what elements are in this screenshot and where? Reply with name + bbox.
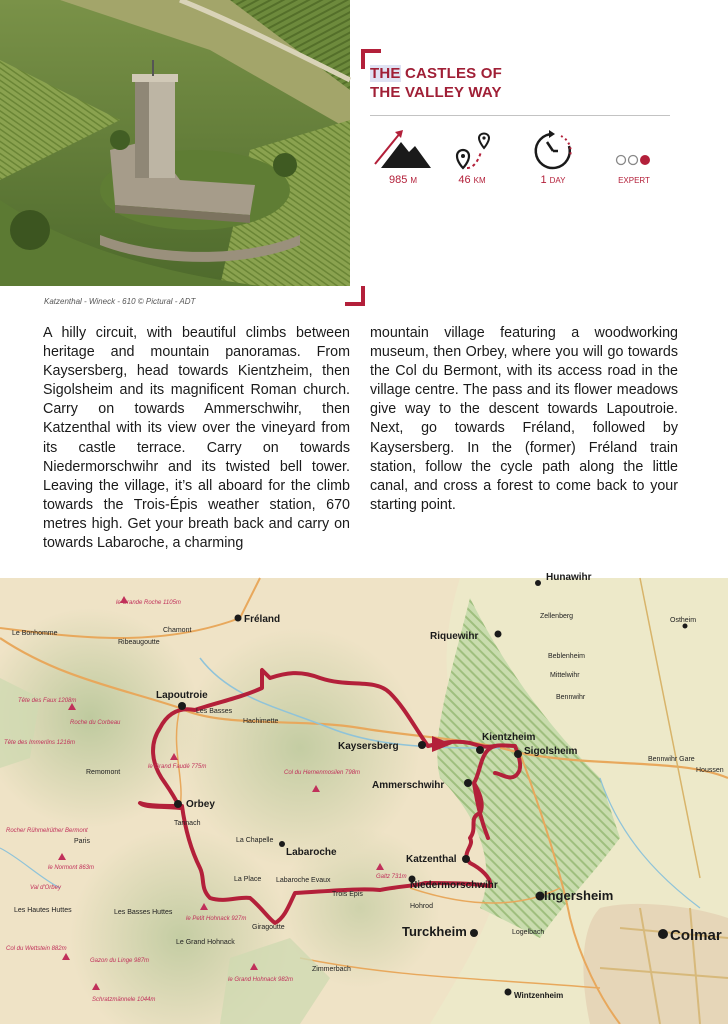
village-label: Hachimette bbox=[243, 718, 279, 725]
town-label-lapoutroie: Lapoutroie bbox=[156, 690, 208, 701]
village-label: Chamont bbox=[163, 627, 192, 634]
town-label-le-bonhomme: Le Bonhomme bbox=[12, 630, 58, 637]
village-label: Bennwihr bbox=[556, 694, 586, 701]
town-label-niedermorschwihr: Niedermorschwihr bbox=[410, 880, 498, 891]
level-value: EXPERT bbox=[618, 176, 650, 185]
photo-caption: Katzenthal - Wineck - 610 © Pictural - ADT bbox=[44, 297, 196, 306]
village-label: Tannach bbox=[174, 820, 201, 827]
town-label-katzenthal: Katzenthal bbox=[406, 854, 457, 865]
castle-photo bbox=[0, 0, 350, 286]
distance-unit: KM bbox=[473, 176, 486, 185]
difficulty-dots-icon bbox=[598, 128, 670, 170]
distance-value: 46 bbox=[458, 174, 471, 186]
body-text-left: A hilly circuit, with beautiful climbs between heritage and mountain panoramas. From Kaysersberg, head towards Kientzheim, then Sigolsheim and its magnificent Roman church. Carry on towards Ammerschwihr, then Katzenthal with its view over the vineyard from its castle terrace. Carry on towards Niedermorschwihr and its twisted bell tower. Leaving the village, it’s all aboard for the climb towards the Trois-Épis weather station, 670 metres high. Get your breath back and carry on towards Labaroche, a charming bbox=[43, 325, 350, 552]
village-label: Les Hautes Huttes bbox=[14, 907, 72, 914]
village-label: Les Basses Huttes bbox=[114, 909, 173, 916]
peak-label: le Grand Hohnack 982m bbox=[228, 977, 294, 983]
peak-label: Rocher Rühmelrüther Bermont bbox=[6, 828, 88, 834]
stat-level bbox=[598, 128, 670, 186]
peak-label: Gazon du Linge 987m bbox=[90, 958, 150, 964]
town-label-kaysersberg: Kaysersberg bbox=[338, 741, 399, 752]
village-label: Paris bbox=[74, 838, 90, 845]
village-label: Logelbach bbox=[512, 929, 545, 936]
mountain-icon bbox=[367, 128, 439, 170]
village-label: Trois Epis bbox=[332, 891, 363, 898]
town-label-riquewihr: Riquewihr bbox=[430, 631, 479, 642]
peak-label: le Petit Hohnack 927m bbox=[186, 916, 247, 922]
town-label-zellenberg: Zellenberg bbox=[540, 613, 574, 620]
village-label: La Place bbox=[234, 876, 262, 883]
town-label-ammerschwihr: Ammerschwihr bbox=[372, 780, 445, 791]
route-icon bbox=[436, 128, 508, 170]
town-label-turckheim: Turckheim bbox=[402, 924, 467, 939]
duration-value: 1 bbox=[540, 174, 547, 186]
elevation-value: 985 bbox=[388, 174, 408, 186]
stat-duration bbox=[517, 128, 589, 186]
peak-label: Val d'Orbey bbox=[30, 885, 61, 891]
title-divider bbox=[370, 115, 670, 116]
peak-label: Tête des Immerlins 1216m bbox=[4, 740, 76, 746]
village-label: Bennwihr Gare bbox=[648, 756, 695, 763]
title-highlight: THE bbox=[370, 65, 401, 82]
body-text-right: mountain village featuring a woodworking museum, then Orbey, where you will go towards the Col du Bermont, with its access road in the village centre. The pass and its flower meadows give way to the descent towards Lapoutroie. Next, go towards Fréland, followed by Kaysersberg. In the (former) Fréland train station, follow the cycle path along the little canal, and cross a forest to come back to your starting point. bbox=[370, 325, 678, 513]
corner-bracket-bottom-right bbox=[345, 286, 365, 306]
town-label-orbey: Orbey bbox=[186, 799, 215, 810]
village-label: Giragoutte bbox=[252, 924, 285, 931]
peak-label: Col du Hernenmosilen 798m bbox=[284, 770, 361, 776]
peak-label: Roche du Corbeau bbox=[70, 720, 121, 726]
town-label-ostheim: Ostheim bbox=[670, 617, 697, 624]
village-label: Zimmerbach bbox=[312, 966, 351, 973]
peak-label: Tête des Faux 1208m bbox=[18, 698, 77, 704]
town-label-sigolsheim: Sigolsheim bbox=[524, 746, 578, 757]
town-label-kientzheim: Kientzheim bbox=[482, 732, 536, 743]
village-label: Wintzenheim bbox=[514, 991, 564, 1000]
title-line1: CASTLES OF bbox=[400, 65, 502, 82]
town-label-ingersheim: Ingersheim bbox=[544, 888, 614, 903]
peak-label: le Grande Roche 1105m bbox=[116, 600, 181, 606]
clock-icon bbox=[517, 128, 589, 170]
village-label: Hohrod bbox=[410, 903, 433, 910]
village-label: Labaroche Evaux bbox=[276, 877, 331, 884]
stat-elevation bbox=[367, 128, 439, 186]
peak-label: Col du Wettstein 882m bbox=[6, 946, 67, 952]
elevation-unit: M bbox=[410, 176, 418, 185]
village-label: Mittelwihr bbox=[550, 672, 580, 679]
village-label: Ribeaugoutte bbox=[118, 639, 160, 646]
town-label-hunawihr: Hunawihr bbox=[546, 572, 592, 583]
title-line2: THE VALLEY WAY bbox=[370, 84, 502, 101]
peak-label: le Grand Faudé 775m bbox=[148, 764, 207, 770]
village-label: La Chapelle bbox=[236, 837, 274, 844]
village-label: Beblenheim bbox=[548, 653, 585, 660]
route-map bbox=[0, 572, 728, 1024]
village-label: Remomont bbox=[86, 769, 121, 776]
peak-label: Schratzmännele 1044m bbox=[92, 997, 156, 1003]
peak-label: Galtz 731m bbox=[376, 874, 407, 880]
town-label-colmar: Colmar bbox=[670, 927, 722, 944]
duration-unit: DAY bbox=[549, 176, 566, 185]
village-label: Houssen bbox=[696, 767, 724, 774]
page-title bbox=[370, 64, 502, 102]
peak-label: le Normont 863m bbox=[48, 865, 95, 871]
village-label: Le Grand Hohnack bbox=[176, 939, 235, 946]
stat-distance bbox=[436, 128, 508, 186]
town-label-freland: Fréland bbox=[244, 614, 281, 625]
village-label: Les Basses bbox=[196, 708, 233, 715]
town-label-labaroche: Labaroche bbox=[286, 847, 337, 858]
